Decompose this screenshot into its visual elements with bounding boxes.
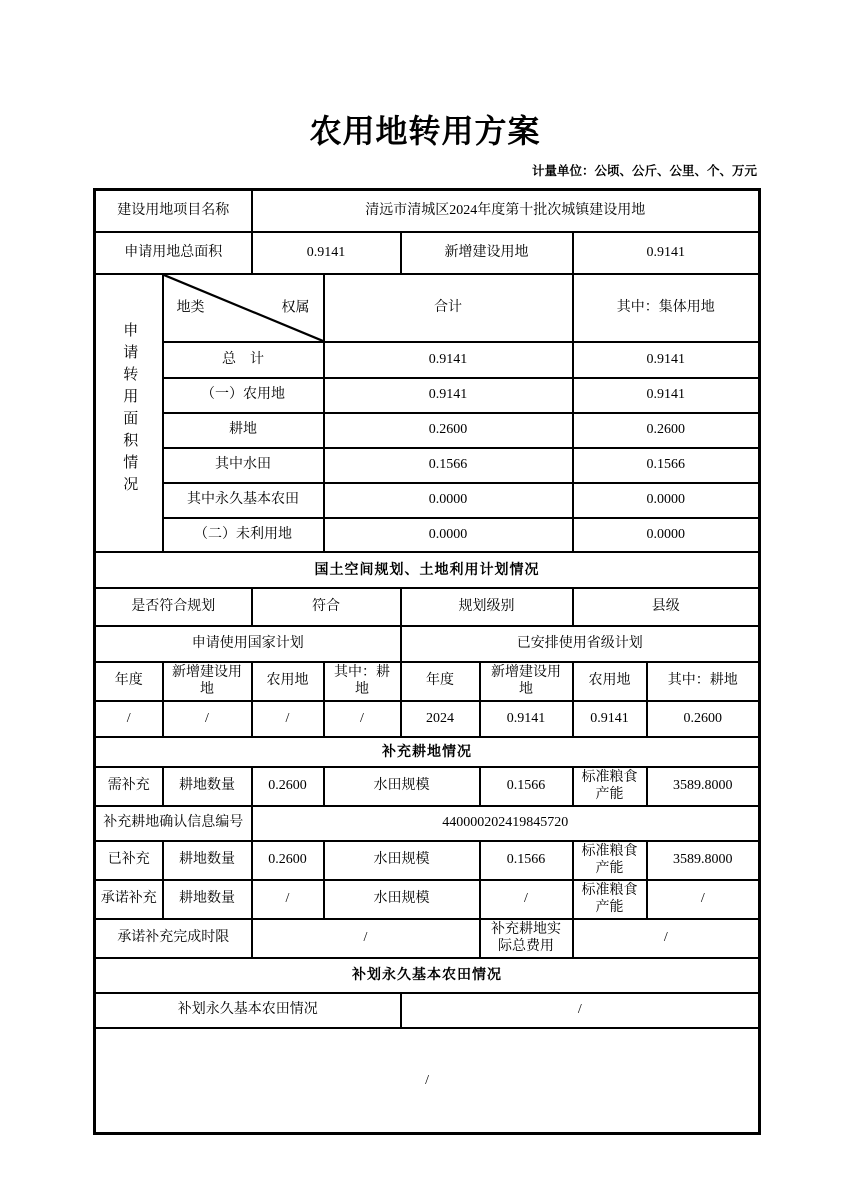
plan-col-header: 农用地 xyxy=(573,662,647,701)
plan-col-header: 新增建设用地 xyxy=(480,662,573,701)
unit-note: 计量单位：公顷、公斤、公里、个、万元 xyxy=(531,164,757,178)
landtype-total: 0.0000 xyxy=(324,483,573,518)
table-row xyxy=(95,342,760,378)
diagonal-header-cell xyxy=(163,274,324,342)
table-row xyxy=(95,993,760,1028)
landtype-collective: 0.0000 xyxy=(573,483,760,518)
table-row xyxy=(95,413,760,448)
landtype-name: （一）农用地 xyxy=(163,378,324,413)
qty-value: 0.2600 xyxy=(252,767,324,806)
table-row xyxy=(95,232,760,274)
table-row xyxy=(95,626,760,662)
table-row xyxy=(95,274,760,342)
diag-label-ownership: 权属 xyxy=(281,299,310,315)
plan-value: / xyxy=(324,701,401,737)
landtype-name: 其中永久基本农田 xyxy=(163,483,324,518)
section-header-basic-farmland: 补划永久基本农田情况 xyxy=(95,958,760,993)
landtype-collective: 0.1566 xyxy=(573,448,760,483)
conform-value: 符合 xyxy=(252,588,401,626)
plan-col-header: 新增建设用地 xyxy=(163,662,252,701)
landtype-total: 0.2600 xyxy=(324,413,573,448)
new-construction-label: 新增建设用地 xyxy=(401,232,573,274)
table-row xyxy=(95,518,760,552)
plan-col-header: 其中：耕地 xyxy=(647,662,760,701)
provincial-plan-label: 已安排使用省级计划 xyxy=(401,626,760,662)
landtype-total: 0.0000 xyxy=(324,518,573,552)
paddy-value: / xyxy=(480,880,573,919)
table-row xyxy=(95,841,760,880)
plan-col-header: 其中：耕地 xyxy=(324,662,401,701)
plan-col-header: 年度 xyxy=(401,662,480,701)
section-header-supplement: 补充耕地情况 xyxy=(95,737,760,767)
table-row xyxy=(95,552,760,588)
table-row xyxy=(95,448,760,483)
landtype-name: 总 计 xyxy=(163,342,324,378)
qty-label: 耕地数量 xyxy=(163,767,252,806)
capacity-label: 标准粮食产能 xyxy=(573,880,647,919)
basic-farmland-value: / xyxy=(401,993,760,1028)
paddy-label: 水田规模 xyxy=(324,767,480,806)
basic-farmland-label: 补划永久基本农田情况 xyxy=(95,993,401,1028)
plan-value: / xyxy=(95,701,163,737)
col-header-collective: 其中：集体用地 xyxy=(573,274,760,342)
confirm-number-value: 440000202419845720 xyxy=(252,806,760,841)
table-row xyxy=(95,483,760,518)
table-row xyxy=(95,919,760,958)
total-area-label: 申请用地总面积 xyxy=(95,232,252,274)
landtype-name: （二）未利用地 xyxy=(163,518,324,552)
landtype-total: 0.9141 xyxy=(324,378,573,413)
plan-col-header: 农用地 xyxy=(252,662,324,701)
capacity-value: 3589.8000 xyxy=(647,841,760,880)
supplement-row-label: 承诺补充 xyxy=(95,880,163,919)
table-row xyxy=(95,880,760,919)
table-row xyxy=(95,378,760,413)
total-area-value: 0.9141 xyxy=(252,232,401,274)
capacity-value: / xyxy=(647,880,760,919)
col-header-total: 合计 xyxy=(324,274,573,342)
plan-value: 0.9141 xyxy=(480,701,573,737)
table-row xyxy=(95,701,760,737)
table-row xyxy=(95,588,760,626)
table-row xyxy=(95,806,760,841)
plan-level-label: 规划级别 xyxy=(401,588,573,626)
paddy-label: 水田规模 xyxy=(324,841,480,880)
plan-col-header: 年度 xyxy=(95,662,163,701)
deadline-label: 承诺补充完成时限 xyxy=(95,919,252,958)
page-title: 农用地转用方案 xyxy=(309,113,541,149)
section-header-planning: 国土空间规划、土地利用计划情况 xyxy=(95,552,760,588)
landtype-collective: 0.2600 xyxy=(573,413,760,448)
transfer-side-label-cell xyxy=(95,274,163,552)
remarks-cell: / xyxy=(95,1028,760,1134)
plan-value: 2024 xyxy=(401,701,480,737)
confirm-number-label: 补充耕地确认信息编号 xyxy=(95,806,252,841)
paddy-value: 0.1566 xyxy=(480,767,573,806)
project-name-value: 清远市清城区2024年度第十批次城镇建设用地 xyxy=(252,190,760,232)
plan-value: / xyxy=(163,701,252,737)
table-row xyxy=(95,190,760,232)
landtype-collective: 0.9141 xyxy=(573,342,760,378)
table-row xyxy=(95,1028,760,1134)
supplement-row-label: 已补充 xyxy=(95,841,163,880)
qty-value: 0.2600 xyxy=(252,841,324,880)
actual-cost-value: / xyxy=(573,919,760,958)
table-row xyxy=(95,767,760,806)
landtype-total: 0.9141 xyxy=(324,342,573,378)
supplement-row-label: 需补充 xyxy=(95,767,163,806)
landtype-total: 0.1566 xyxy=(324,448,573,483)
national-plan-label: 申请使用国家计划 xyxy=(95,626,401,662)
project-name-label: 建设用地项目名称 xyxy=(95,190,252,232)
capacity-label: 标准粮食产能 xyxy=(573,767,647,806)
conform-label: 是否符合规划 xyxy=(95,588,252,626)
plan-value: / xyxy=(252,701,324,737)
land-conversion-table xyxy=(93,188,761,1135)
plan-value: 0.9141 xyxy=(573,701,647,737)
qty-value: / xyxy=(252,880,324,919)
landtype-name: 耕地 xyxy=(163,413,324,448)
deadline-value: / xyxy=(252,919,480,958)
new-construction-value: 0.9141 xyxy=(573,232,760,274)
plan-level-value: 县级 xyxy=(573,588,760,626)
paddy-label: 水田规模 xyxy=(324,880,480,919)
plan-value: 0.2600 xyxy=(647,701,760,737)
landtype-name: 其中水田 xyxy=(163,448,324,483)
actual-cost-label: 补充耕地实际总费用 xyxy=(480,919,573,958)
transfer-side-label: 申请转用面积情况 xyxy=(121,321,138,498)
qty-label: 耕地数量 xyxy=(163,880,252,919)
paddy-value: 0.1566 xyxy=(480,841,573,880)
capacity-value: 3589.8000 xyxy=(647,767,760,806)
table-row xyxy=(95,662,760,701)
table-row xyxy=(95,737,760,767)
diag-label-landtype: 地类 xyxy=(176,299,205,315)
landtype-collective: 0.0000 xyxy=(573,518,760,552)
landtype-collective: 0.9141 xyxy=(573,378,760,413)
capacity-label: 标准粮食产能 xyxy=(573,841,647,880)
qty-label: 耕地数量 xyxy=(163,841,252,880)
table-row xyxy=(95,958,760,993)
